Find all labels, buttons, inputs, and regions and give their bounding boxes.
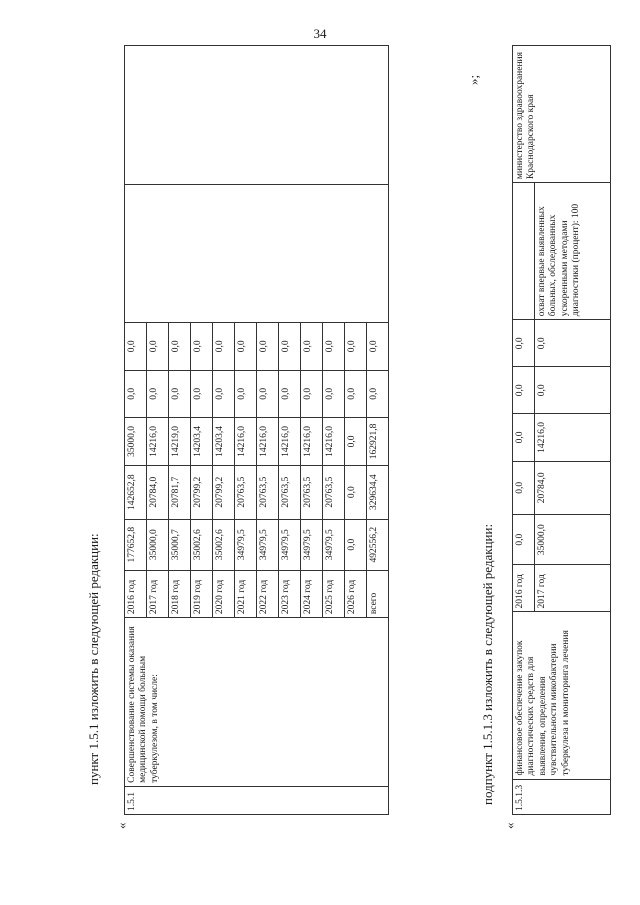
year-cell: 2016 год xyxy=(125,570,147,618)
value-cell: 0,0 xyxy=(279,322,301,370)
value-cell: 0,0 xyxy=(279,370,301,418)
value-cell: 35000,7 xyxy=(169,519,191,570)
value-cell: 0,0 xyxy=(213,322,235,370)
value-cell: 34979,5 xyxy=(235,519,257,570)
executor-cell: министерство здравоохранения Краснодарского края xyxy=(513,46,611,183)
value-cell: 35002,6 xyxy=(213,519,235,570)
value-cell: 0,0 xyxy=(235,322,257,370)
indicator-cell xyxy=(125,184,389,322)
value-cell: 0,0 xyxy=(535,367,611,414)
value-cell: 14216,0 xyxy=(257,418,279,466)
year-cell: 2021 год xyxy=(235,570,257,618)
value-cell: 14216,0 xyxy=(323,418,345,466)
value-cell: 14216,0 xyxy=(301,418,323,466)
value-cell: 34979,5 xyxy=(257,519,279,570)
value-cell: 0,0 xyxy=(147,370,169,418)
value-cell: 14219,0 xyxy=(169,418,191,466)
value-cell: 0,0 xyxy=(345,465,367,519)
value-cell: 0,0 xyxy=(169,322,191,370)
value-cell: 35000,0 xyxy=(125,418,147,466)
value-cell: 0,0 xyxy=(213,370,235,418)
page-number: 34 xyxy=(313,26,327,41)
value-cell: 20763,5 xyxy=(279,465,301,519)
year-cell: 2017 год xyxy=(535,565,611,612)
value-cell: 20763,5 xyxy=(323,465,345,519)
value-cell: 0,0 xyxy=(301,322,323,370)
indicator-cell: охват впервые выявленных больных, обследованных ускоренными методами диагностики (процент): 100 xyxy=(535,183,611,320)
year-cell: 2017 год xyxy=(147,570,169,618)
value-cell: 20763,5 xyxy=(257,465,279,519)
value-cell: 14203,4 xyxy=(191,418,213,466)
table-row xyxy=(513,46,535,815)
year-cell: всего xyxy=(367,570,389,618)
value-cell: 35000,0 xyxy=(147,519,169,570)
value-cell: 492556,2 xyxy=(367,519,389,570)
value-cell: 14203,4 xyxy=(213,418,235,466)
value-cell: 20784,0 xyxy=(147,465,169,519)
value-cell: 0,0 xyxy=(191,370,213,418)
value-cell: 35000,0 xyxy=(535,515,611,565)
value-cell: 0,0 xyxy=(169,370,191,418)
value-cell: 14216,0 xyxy=(147,418,169,466)
value-cell: 20763,5 xyxy=(235,465,257,519)
measure-name: Совершенствование системы оказания медицинской помощи больным туберкулезом, в том числе: xyxy=(125,618,389,787)
value-cell: 0,0 xyxy=(235,370,257,418)
table-section2 xyxy=(512,45,611,815)
section2-intro: подпункт 1.5.1.3 изложить в следующей редакции: xyxy=(480,523,495,805)
value-cell: 0,0 xyxy=(513,367,535,414)
value-cell: 14216,0 xyxy=(535,414,611,461)
value-cell: 34979,5 xyxy=(301,519,323,570)
value-cell: 0,0 xyxy=(147,322,169,370)
value-cell: 0,0 xyxy=(345,370,367,418)
rotated-content xyxy=(40,45,630,845)
value-cell: 0,0 xyxy=(367,370,389,418)
measure-name: финансовое обеспечение закупок диагностических средств для выявления, определения чувствительности микобактерии туберкулеза и мониторинга лечения xyxy=(513,612,611,779)
value-cell: 20763,5 xyxy=(301,465,323,519)
year-cell: 2025 год xyxy=(323,570,345,618)
value-cell: 329634,4 xyxy=(367,465,389,519)
indicator-cell xyxy=(513,183,535,320)
value-cell: 0,0 xyxy=(125,322,147,370)
row-number: 1.5.1.3 xyxy=(513,779,611,814)
value-cell: 0,0 xyxy=(125,370,147,418)
value-cell: 0,0 xyxy=(323,370,345,418)
value-cell: 0,0 xyxy=(257,370,279,418)
value-cell: 0,0 xyxy=(367,322,389,370)
section1-quote-close: »; xyxy=(466,74,481,85)
year-cell: 2024 год xyxy=(301,570,323,618)
year-cell: 2019 год xyxy=(191,570,213,618)
value-cell: 142652,8 xyxy=(125,465,147,519)
value-cell: 162921,8 xyxy=(367,418,389,466)
value-cell: 35002,6 xyxy=(191,519,213,570)
year-cell: 2026 год xyxy=(345,570,367,618)
value-cell: 0,0 xyxy=(345,322,367,370)
value-cell: 0,0 xyxy=(513,320,535,367)
section1-intro: пункт 1.5.1 изложить в следующей редакции: xyxy=(86,533,101,785)
value-cell: 0,0 xyxy=(323,322,345,370)
year-cell: 2023 год xyxy=(279,570,301,618)
section2-quote-open: « xyxy=(502,822,517,829)
value-cell: 34979,5 xyxy=(279,519,301,570)
value-cell: 0,0 xyxy=(191,322,213,370)
value-cell: 14216,0 xyxy=(279,418,301,466)
value-cell: 20799,2 xyxy=(191,465,213,519)
value-cell: 0,0 xyxy=(535,320,611,367)
value-cell: 34979,5 xyxy=(323,519,345,570)
year-cell: 2016 год xyxy=(513,565,535,612)
value-cell: 20781,7 xyxy=(169,465,191,519)
row-number: 1.5.1 xyxy=(125,786,389,814)
value-cell: 0,0 xyxy=(513,461,535,515)
value-cell: 0,0 xyxy=(301,370,323,418)
executor-cell xyxy=(125,46,389,185)
value-cell: 0,0 xyxy=(345,418,367,466)
value-cell: 0,0 xyxy=(513,414,535,461)
section1-quote-open: « xyxy=(114,822,129,829)
value-cell: 0,0 xyxy=(345,519,367,570)
value-cell: 0,0 xyxy=(257,322,279,370)
table-row xyxy=(125,46,147,815)
value-cell: 14216,0 xyxy=(235,418,257,466)
value-cell: 177652,8 xyxy=(125,519,147,570)
value-cell: 20784,0 xyxy=(535,461,611,515)
year-cell: 2022 год xyxy=(257,570,279,618)
year-cell: 2020 год xyxy=(213,570,235,618)
value-cell: 20799,2 xyxy=(213,465,235,519)
table-section1 xyxy=(124,45,389,815)
value-cell: 0,0 xyxy=(513,515,535,565)
year-cell: 2018 год xyxy=(169,570,191,618)
